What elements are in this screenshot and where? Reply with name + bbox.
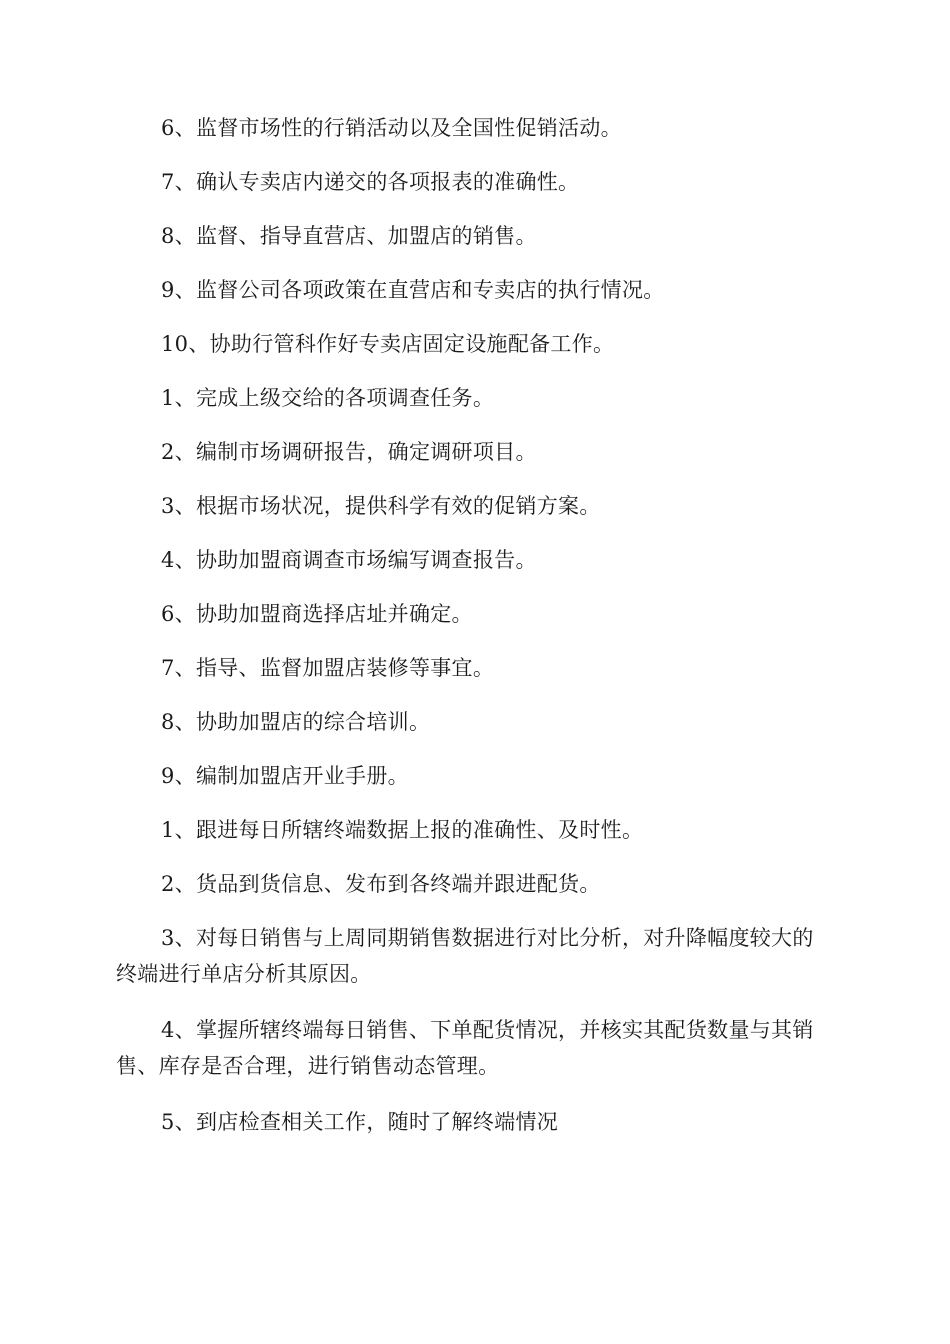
paragraph: 6、监督市场性的行销活动以及全国性促销活动。 (161, 116, 622, 140)
paragraph: 8、监督、指导直营店、加盟店的销售。 (161, 224, 537, 248)
paragraph: 4、掌握所辖终端每日销售、下单配货情况，并核实其配货数量与其销售、库存是否合理，进行销售动态管理。 (116, 1018, 814, 1078)
paragraph: 9、编制加盟店开业手册。 (161, 764, 409, 788)
paragraph: 7、确认专卖店内递交的各项报表的准确性。 (161, 170, 580, 194)
paragraph: 2、货品到货信息、发布到各终端并跟进配货。 (161, 872, 601, 896)
paragraph: 5、到店检查相关工作，随时了解终端情况 (161, 1110, 559, 1134)
paragraph: 3、根据市场状况，提供科学有效的促销方案。 (161, 494, 601, 518)
paragraph: 7、指导、监督加盟店装修等事宜。 (161, 656, 495, 680)
paragraph: 2、编制市场调研报告，确定调研项目。 (161, 440, 537, 464)
paragraph: 3、对每日销售与上周同期销售数据进行对比分析，对升降幅度较大的终端进行单店分析其原因。 (116, 926, 814, 986)
paragraph: 1、跟进每日所辖终端数据上报的准确性、及时性。 (161, 818, 644, 842)
paragraph: 4、协助加盟商调查市场编写调查报告。 (161, 548, 537, 572)
paragraph: 1、完成上级交给的各项调查任务。 (161, 386, 495, 410)
paragraph: 9、监督公司各项政策在直营店和专卖店的执行情况。 (161, 278, 665, 302)
paragraph: 8、协助加盟店的综合培训。 (161, 710, 431, 734)
document-body (116, 110, 824, 1158)
paragraph: 6、协助加盟商选择店址并确定。 (161, 602, 473, 626)
paragraph: 10、协助行管科作好专卖店固定设施配备工作。 (161, 332, 615, 356)
